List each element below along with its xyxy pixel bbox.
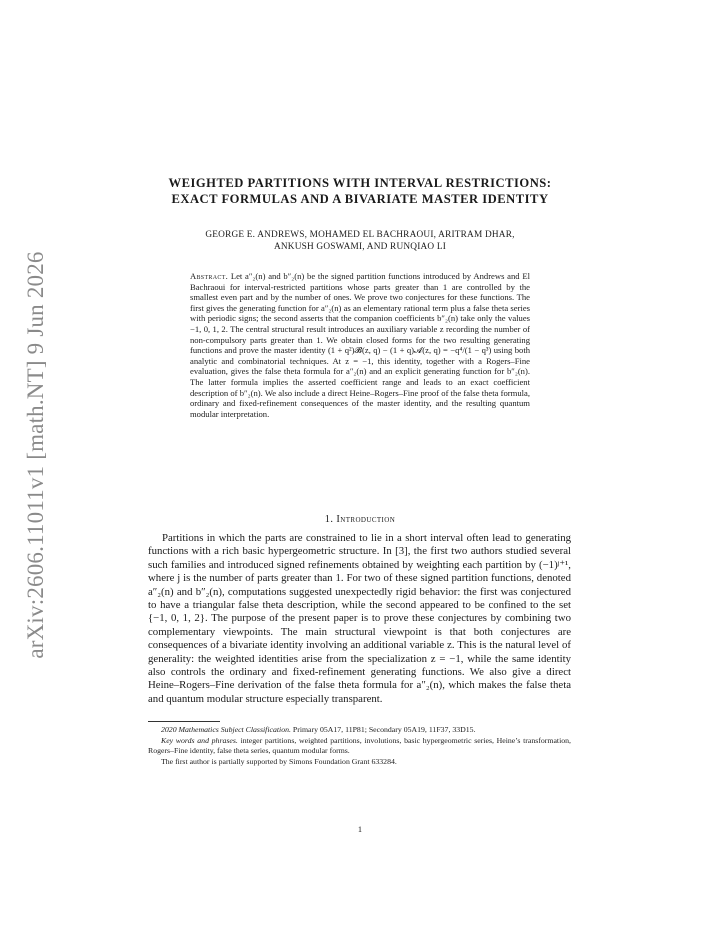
footnote-separator xyxy=(148,721,220,722)
footnote-keywords xyxy=(148,736,571,756)
abstract-label: Abstract. xyxy=(190,271,229,281)
introduction-paragraph: Partitions in which the parts are constrained to lie in a short interval often lead to generating functions with a rich basic hypergeometric structure. In [3], the first two authors studied several such families and introduced signed refinements obtained by weighting each partition by (−1)ʲ⁺¹, where j is the number of parts greater than 1. For two of these signed partition functions, denoted a″₂(n) and b″₂(n), computations suggested unexpectedly rigid behavior: the first was conjectured to have a triangular false theta description, while the second appeared to be confined to the set {−1, 0, 1, 2}. The purpose of the present paper is to prove these conjectures by combining two complementary viewpoints. The main structural viewpoint is that both conjectures are consequences of a bivariate identity involving an additional variable z. This is the natural level of generality: the weighted identities arise from the specialization z = −1, while the same identity also controls the ordinary and fixed-refinement generating functions. We also give a direct Heine–Rogers–Fine derivation of the false theta formula for a″₂(n), which makes the false theta and quantum modular structure especially transparent. xyxy=(148,532,571,705)
footnote-support: The first author is partially supported by Simons Foundation Grant 633284. xyxy=(161,757,397,766)
paper-title xyxy=(100,175,620,207)
title-line-1: WEIGHTED PARTITIONS WITH INTERVAL RESTRICTIONS: xyxy=(168,176,552,190)
authors-line-1: GEORGE E. ANDREWS, MOHAMED EL BACHRAOUI, ARITRAM DHAR, xyxy=(205,230,515,240)
keywords-text: integer partitions, weighted partitions, involutions, basic hypergeometric series, Heine’s transformation, Rogers–Fine identity, false theta series, quantum modular forms. xyxy=(148,736,571,755)
footnotes xyxy=(148,725,571,768)
section-heading: 1. Introduction xyxy=(324,514,396,525)
abstract xyxy=(190,271,530,419)
authors-line-2: ANKUSH GOSWAMI, AND RUNQIAO LI xyxy=(273,241,447,252)
author-list xyxy=(120,230,600,253)
arxiv-identifier: arXiv:2606.11011v1 [math.NT] 9 Jun 2026 xyxy=(23,251,48,659)
abstract-body: Let a″₂(n) and b″₂(n) be the signed partition functions introduced by Andrews and El Bachraoui for interval-restricted partitions whose parts greater than 1 are controlled by the smallest even part and by the number of ones. We prove two conjectures for these functions. The first gives the generating function for a″₂(n) as an elementary rational term plus a false theta series with periodic signs; the second asserts that the companion coefficients b″₂(n) take only the values −1, 0, 1, 2. The central structural result introduces an auxiliary variable z recording the number of non-compulsory parts greater than 1. We obtain closed forms for the two resulting generating functions and prove the master identity (1 + q²)𝓑(z, q) − (1 + q)𝓐(z, q) = −q⁴/(1 − q³) using both analytic and combinatorial techniques. At z = −1, this identity, together with a Rogers–Fine evaluation, gives the false theta formula for a″₂(n) and an explicit generating function for b″₂(n). The latter formula implies the asserted coefficient range and leads to an exact coefficient description of b″₂(n). We also include a direct Heine–Rogers–Fine proof of the false theta formula, ordinary and fixed-refinement consequences of the master identity, and the resulting quantum modular interpretation. xyxy=(190,271,530,419)
arxiv-identifier-sidebar xyxy=(14,251,58,659)
msc-codes: Primary 05A17, 11P81; Secondary 05A19, 11F37, 33D15. xyxy=(292,725,476,734)
page-number: 1 xyxy=(357,825,363,834)
title-line-2: EXACT FORMULAS AND A BIVARIATE MASTER IDENTITY xyxy=(171,192,549,206)
msc-label: 2020 Mathematics Subject Classification. xyxy=(161,725,291,734)
footnote-msc xyxy=(148,725,571,735)
keywords-label: Key words and phrases. xyxy=(161,736,238,745)
